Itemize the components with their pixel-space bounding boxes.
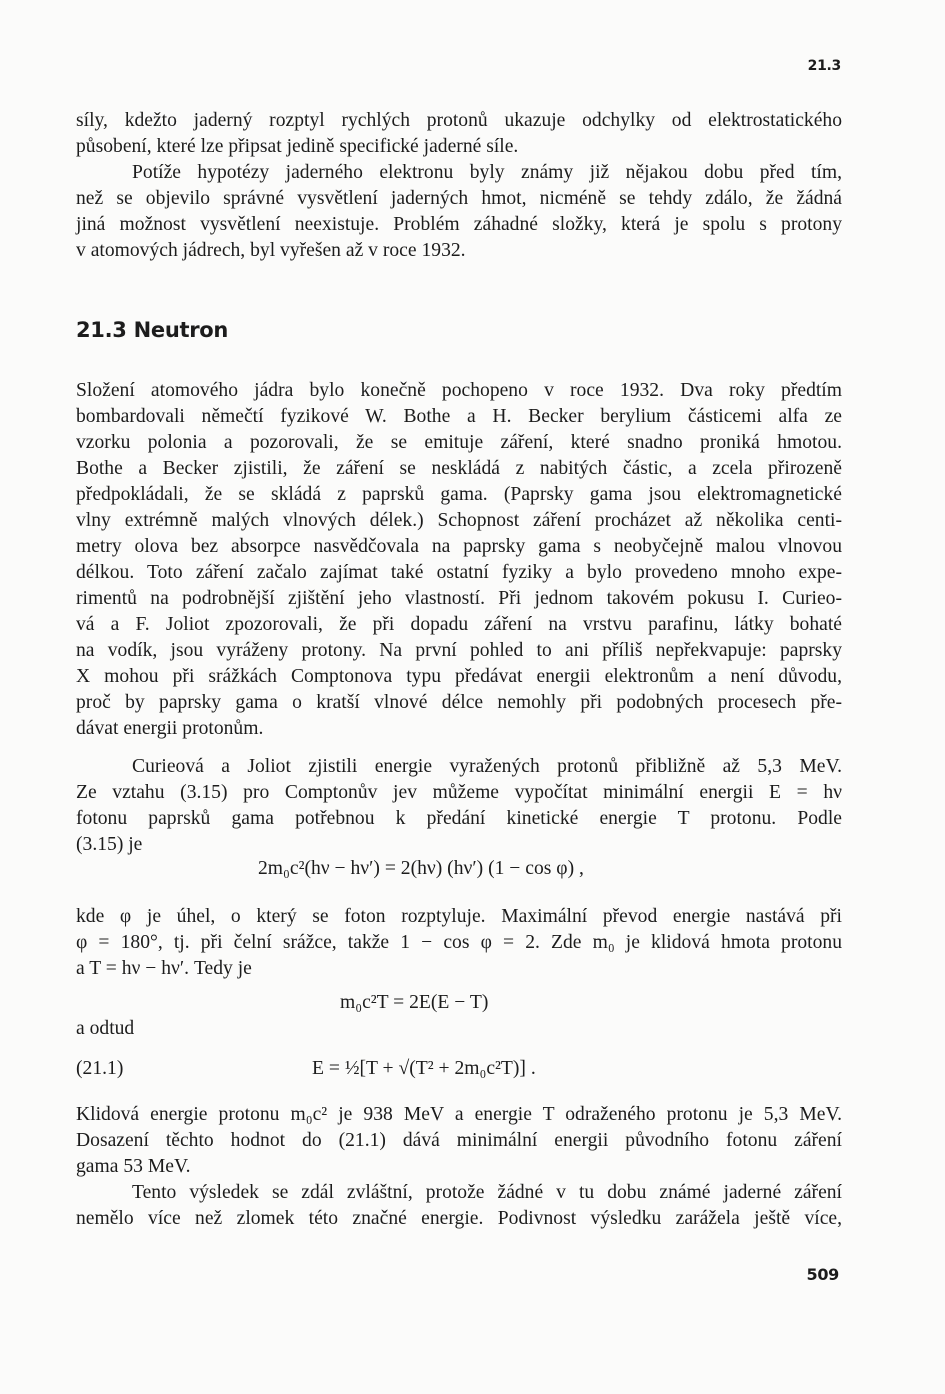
text-line: Tento výsledek se zdál zvláštní, protože žádné v tu dobu známé jaderné záření <box>132 1182 842 1203</box>
text-line: vlny extrémně malých vlnových délek.) Schopnost záření procházet až několika centi- <box>76 510 842 531</box>
text-line: Klidová energie protonu m₀c² je 938 MeV a energie T odraženého protonu je 5,3 MeV. <box>76 1104 842 1125</box>
text-line: a T = hν − hν′. Tedy je <box>76 958 252 979</box>
body-paragraph-3 <box>76 904 842 982</box>
text-line: fotonu paprsků gama potřebnou k předání kinetické energie T protonu. Podle <box>76 808 842 829</box>
text-line: dávat energii protonům. <box>76 718 264 739</box>
text-line: Bothe a Becker zjistili, že záření se neskládá z nabitých částic, a zcela přirozeně <box>76 458 842 479</box>
text-line: gama 53 MeV. <box>76 1156 191 1177</box>
text-line: kde φ je úhel, o který se foton rozptyluje. Maximální převod energie nastává při <box>76 906 842 927</box>
equation-number: (21.1) <box>76 1058 124 1079</box>
text-line: působení, které lze připsat jedině specifické jaderné síle. <box>76 136 519 157</box>
text-line: než se objevilo správné vysvětlení jaderných hmot, nicméně se tehdy zdálo, že žádná <box>76 188 842 209</box>
equation-compton: 2m₀c²(hν − hν′) = 2(hν) (hν′) (1 − cos φ) , <box>258 858 584 879</box>
text-line: vá a F. Joliot zpozorovali, že při dopadu záření na vrstvu parafinu, látky bohaté <box>76 614 842 635</box>
text-line: jiná možnost vysvětlení neexistuje. Problém záhadné složky, která je spolu s protony <box>76 214 842 235</box>
body-paragraph-4 <box>76 1016 842 1042</box>
text-line: a odtud <box>76 1018 135 1039</box>
text-line: (3.15) je <box>76 834 143 855</box>
text-line: v atomových jádrech, byl vyřešen až v roce 1932. <box>76 240 466 261</box>
text-line: délkou. Toto záření začalo zajímat také ostatní fyziky a bylo provedeno mnoho expe- <box>76 562 842 583</box>
page-number: 509 <box>806 1265 839 1284</box>
running-head: 21.3 <box>807 58 841 74</box>
text-line: metry olova bez absorpce nasvědčovala na paprsky gama s neobyčejně malou vlnovou <box>76 536 842 557</box>
text-line: předpokládali, že se skládá z paprsků gama. (Paprsky gama jsou elektromagnetické <box>76 484 842 505</box>
text-line: Dosazení těchto hodnot do (21.1) dává minimální energii původního fotonu záření <box>76 1130 842 1151</box>
equation-energy-relation: m₀c²T = 2E(E − T) <box>340 992 489 1013</box>
body-paragraph-2 <box>76 754 842 858</box>
text-line: bombardovali němečtí fyzikové W. Bothe a H. Becker berylium částicemi alfa ze <box>76 406 842 427</box>
section-heading: 21.3 Neutron <box>76 318 229 342</box>
text-line: proč by paprsky gama o kratší vlnové délce nemohly při podobných procesech pře- <box>76 692 842 713</box>
text-line: Složení atomového jádra bylo konečně pochopeno v roce 1932. Dva roky předtím <box>76 380 842 401</box>
body-paragraph-1 <box>76 378 842 742</box>
text-line: X mohou při srážkách Comptonova typu předávat energii elektronům a není důvodu, <box>76 666 842 687</box>
text-line: Ze vztahu (3.15) pro Comptonův jev můžeme vypočítat minimální energii E = hν <box>76 782 842 803</box>
text-line: nemělo více než zlomek této značné energie. Podivnost výsledku zarážela ještě více, <box>76 1208 842 1229</box>
body-paragraph-5 <box>76 1102 842 1232</box>
intro-paragraph <box>76 108 842 264</box>
text-line: rimentů na podrobnější zjištění jeho vlastností. Při jednom takovém pokusu I. Curieo- <box>76 588 842 609</box>
text-line: síly, kdežto jaderný rozptyl rychlých protonů ukazuje odchylky od elektrostatického <box>76 110 842 131</box>
text-line: φ = 180°, tj. při čelní srážce, takže 1 − cos φ = 2. Zde m₀ je klidová hmota protonu <box>76 932 842 953</box>
text-line: vzorku polonia a pozorovali, že se emituje záření, které snadno proniká hmotou. <box>76 432 842 453</box>
text-line: Potíže hypotézy jaderného elektronu byly známy již nějakou dobu před tím, <box>132 162 842 183</box>
text-line: Curieová a Joliot zjistili energie vyražených protonů přibližně až 5,3 MeV. <box>132 756 842 777</box>
text-line: na vodík, jsou vyráženy protony. Na první pohled to ani příliš nepřekvapuje: paprsky <box>76 640 842 661</box>
equation-21-1: E = ½[T + √(T² + 2m₀c²T)] . <box>312 1058 536 1079</box>
